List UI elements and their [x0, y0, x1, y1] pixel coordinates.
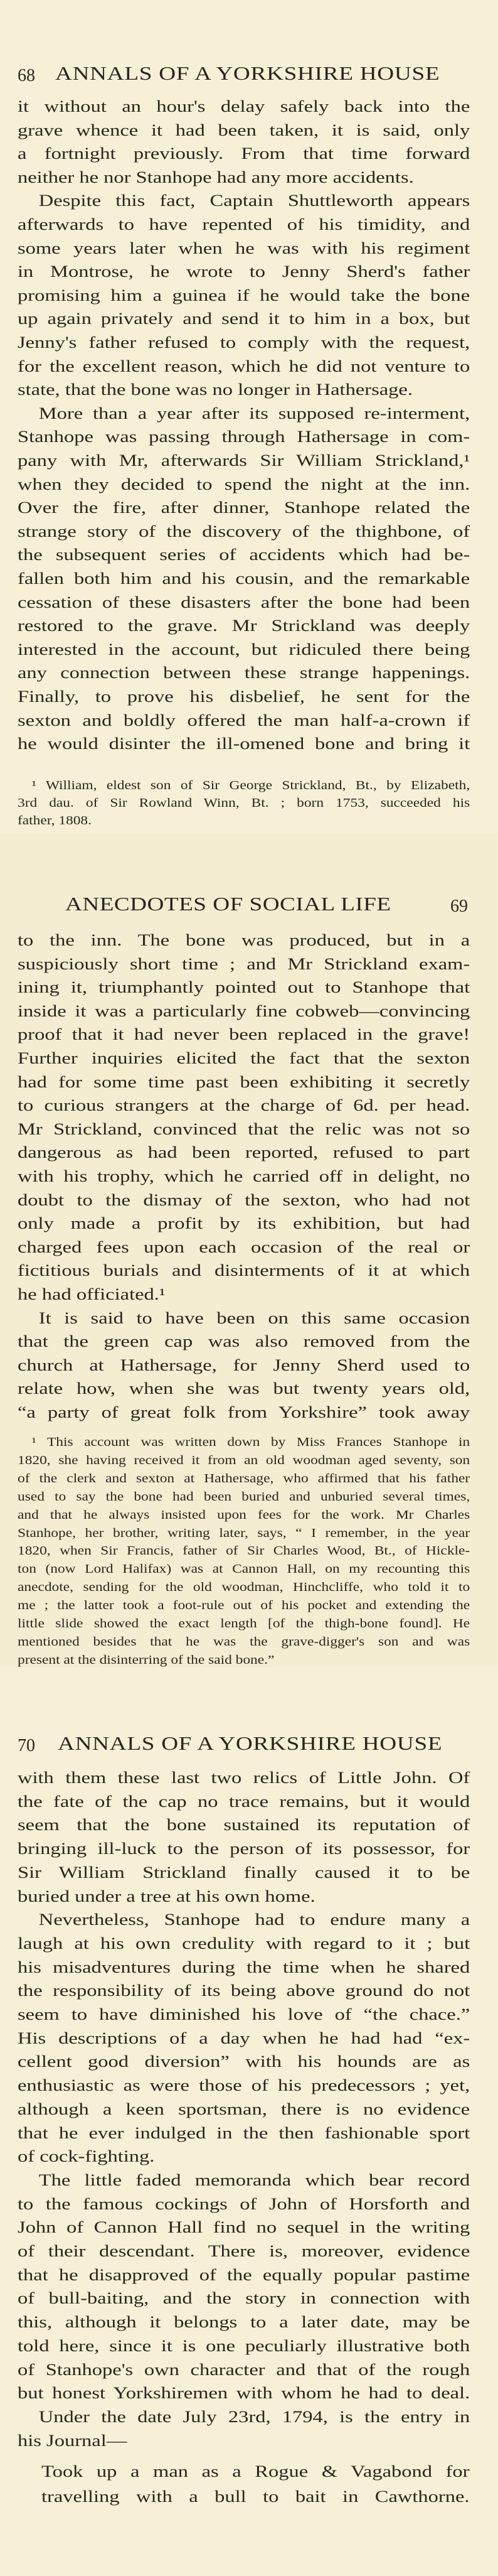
footnote-line: 3rd dau. of Sir Rowland Winn, Bt. ; born 1753, succeeded his — [18, 797, 470, 810]
text-line: of their descendant. There is, moreover, evidence — [18, 2242, 470, 2260]
footnote-line: Stanhope, her brother, writing later, says, “ I remember, in the year — [18, 1526, 470, 1540]
text-line: told here, since it is one peculiarly illustrative both — [18, 2336, 470, 2355]
text-line: to curious strangers at the charge of 6d. per head. — [18, 1096, 470, 1115]
text-line: cessation of these disasters after the bone had been — [18, 593, 470, 612]
text-line: he had officiated.¹ — [18, 1285, 166, 1303]
text-line: of Stanhope's own character and that of the rough — [18, 2360, 470, 2379]
text-line: that he disapproved of the equally popular pastime — [18, 2265, 470, 2284]
footnote-line: 1820, when Sir Francis, father of Sir Charles Wood, Bt., of Hickle- — [18, 1544, 470, 1558]
text-line: some years later when he was with his regiment — [18, 239, 470, 257]
footnote-line: and that he always insisted upon fees for the work. Mr Charles — [18, 1508, 470, 1522]
footnote-line: little slide showed the exact length [of the thigh-bone found]. He — [18, 1617, 470, 1630]
text-line: had for some time past been exhibiting it secretly — [18, 1072, 470, 1091]
footnote-line: ¹ William, eldest son of Sir George Strickland, Bt., by Elizabeth, — [31, 779, 470, 792]
text-line: with them these last two relics of Little John. Of — [18, 1769, 470, 1787]
text-line: fallen both him and his cousin, and the remarkable — [18, 569, 470, 588]
page-68 — [0, 0, 498, 834]
text-line: Under the date July 23rd, 1794, is the entry in — [38, 2407, 470, 2426]
text-line: Nevertheless, Stanhope had to endure many a — [38, 1910, 470, 1929]
running-title: ANNALS OF A YORKSHIRE HOUSE — [55, 62, 440, 84]
text-line: grave whence it had been taken, it is said, only — [18, 121, 470, 139]
footnote-line: present at the disinterring of the said bone.” — [18, 1653, 275, 1667]
text-line: seem to have diminished his love of “the chace.” — [18, 2005, 470, 2024]
text-line: enthusiastic as were those of his predecessors ; yet, — [18, 2076, 470, 2095]
text-line: Stanhope was passing through Hathersage in com- — [18, 428, 470, 446]
text-line: proof that it had never been replaced in the grave! — [18, 1025, 470, 1044]
text-line: Further inquiries elicited the fact that the sexton — [18, 1049, 470, 1067]
text-line: although a keen sportsman, there is no evidence — [18, 2099, 470, 2118]
quote-line: travelling with a bull to bait in Cawthorne. — [41, 2487, 470, 2506]
text-line: he would disinter the ill-omened bone and bring it — [18, 735, 470, 753]
text-line: Mr Strickland, convinced that the relic was not so — [18, 1119, 470, 1138]
text-line: More than a year after its supposed re-interment, — [38, 404, 470, 423]
page-70 — [0, 1667, 498, 2576]
text-line: seem that the bone sustained its reputation of — [18, 1816, 470, 1835]
running-header — [0, 1667, 498, 1755]
text-line: neither he nor Stanhope had any more accidents. — [18, 168, 414, 186]
text-line: restored to the grave. Mr Strickland was deeply — [18, 617, 470, 635]
text-line: any connection between these strange happenings. — [18, 664, 470, 682]
text-line: his Journal— — [18, 2431, 127, 2450]
text-line: interested in the account, but ridiculed there being — [18, 640, 470, 659]
text-line: for the excellent reason, which he did not venture to — [18, 357, 470, 375]
text-line: only made a profit by its exhibition, but had — [18, 1214, 470, 1233]
text-line: in Montrose, he wrote to Jenny Sherd's father — [18, 262, 470, 281]
footnote-line: used to say the bone had been buried and unburied several times, — [18, 1490, 470, 1504]
text-line: relate how, when she was but twenty years old, — [18, 1379, 470, 1398]
footnote-line: ¹ This account was written down by Miss Frances Stanhope in — [31, 1436, 470, 1449]
text-line: dangerous as had been reported, refused to part — [18, 1143, 470, 1162]
page-number: 70 — [18, 1736, 35, 1755]
text-line: to the inn. The bone was produced, but in a — [18, 931, 470, 949]
text-line: of bull-baiting, and the story in connection with — [18, 2289, 470, 2308]
text-line: sexton and boldly offered the man half-a-crown if — [18, 711, 470, 730]
text-line: The little faded memoranda which bear record — [38, 2170, 470, 2189]
text-line: bringing ill-luck to the person of its possessor, for — [18, 1840, 470, 1858]
text-line: Sir William Strickland finally caused it to be — [18, 1863, 470, 1882]
running-title: ANNALS OF A YORKSHIRE HOUSE — [58, 1732, 443, 1754]
text-line: that he ever indulged in the then fashionable sport — [18, 2123, 470, 2142]
text-line: It is said to have been on this same occasion — [38, 1308, 470, 1327]
text-line: state, that the bone was no longer in Hathersage. — [18, 380, 413, 399]
text-line: ining it, triumphantly pointed out to Stanhope that — [18, 978, 470, 997]
page-69 — [0, 834, 498, 1667]
text-line: it without an hour's delay safely back into the — [18, 97, 470, 116]
text-line: doubt to the dismay of the sexton, who had not — [18, 1190, 470, 1209]
text-line: the fate of the cap no trace remains, but it would — [18, 1792, 470, 1811]
page-number: 68 — [18, 66, 35, 85]
text-line: Finally, to prove his disbelief, he sent for the — [18, 687, 470, 706]
text-line: the subsequent series of accidents which had be- — [18, 546, 470, 564]
text-line: church at Hathersage, for Jenny Sherd used to — [18, 1355, 470, 1374]
text-line: with his trophy, which he carried off in delight, no — [18, 1167, 470, 1185]
text-line: charged fees upon each occasion of the real or — [18, 1237, 470, 1256]
text-line: laugh at his own credulity with regard to it ; but — [18, 1934, 470, 1953]
text-line: the responsibility of its being above ground do not — [18, 1981, 470, 2000]
text-line: that the green cap was also removed from the — [18, 1332, 470, 1351]
text-line: of cock-fighting. — [18, 2147, 155, 2166]
text-line: but honest Yorkshiremen with whom he had to deal. — [18, 2384, 470, 2403]
text-line: promising him a guinea if he would take the bone — [18, 286, 470, 304]
text-line: up again privately and send it to him in a box, but — [18, 310, 470, 328]
text-line: John of Cannon Hall find no sequel in the writing — [18, 2218, 470, 2237]
text-line: inside it was a particularly fine cobweb—convincing — [18, 1001, 470, 1020]
text-line: “a party of great folk from Yorkshire” took away — [18, 1403, 470, 1421]
text-line: Over the fire, after dinner, Stanhope related the — [18, 498, 470, 517]
quote-line: Took up a man as a Rogue & Vagabond for — [41, 2462, 470, 2481]
text-line: cellent good diversion” with his hounds are as — [18, 2052, 470, 2071]
footnote-line: of the clerk and sexton at Hathersage, who affirmed that his father — [18, 1472, 470, 1485]
text-line: when they decided to spend the night at the inn. — [18, 475, 470, 493]
text-line: afterwards to have repented of his timidity, and — [18, 215, 470, 234]
text-line: his misadventures during the time when he shared — [18, 1958, 470, 1976]
text-line: buried under a tree at his own home. — [18, 1887, 315, 1905]
text-line: Jenny's father refused to comply with the request, — [18, 333, 470, 352]
text-line: suspiciously short time ; and Mr Strickland exam- — [18, 954, 470, 973]
footnote-line: mentioned besides that he was the grave-digger's son and was — [18, 1635, 470, 1649]
text-line: a fortnight previously. From that time forward — [18, 144, 470, 163]
text-line: to the famous cockings of John of Horsforth and — [18, 2194, 470, 2213]
footnote-line: me ; the latter took a foot-rule out of his pocket and extending the — [18, 1599, 470, 1613]
footnote-line: 1820, she having received it from an old woodman aged seventy, son — [18, 1453, 470, 1467]
text-line: fictitious burials and disinterments of it at which — [18, 1261, 470, 1280]
text-line: Despite this fact, Captain Shuttleworth appears — [38, 191, 470, 210]
footnote-line: ton (now Lord Halifax) was at Cannon Hall, on my recounting this — [18, 1563, 470, 1576]
text-line: pany with Mr, afterwards Sir William Strickland,¹ — [18, 451, 470, 470]
running-header — [0, 0, 498, 85]
page-number: 69 — [450, 897, 468, 916]
footnote-line: anecdote, sending for the old woodman, Hinchcliffe, who told it to — [18, 1581, 470, 1595]
text-line: strange story of the discovery of the thighbone, of — [18, 522, 470, 541]
running-title: ANECDOTES OF SOCIAL LIFE — [65, 893, 391, 915]
text-line: this, although it belongs to a later date, may be — [18, 2313, 470, 2332]
footnote-line: father, 1808. — [18, 814, 92, 827]
text-line: His descriptions of a day when he had had “ex- — [18, 2029, 470, 2047]
